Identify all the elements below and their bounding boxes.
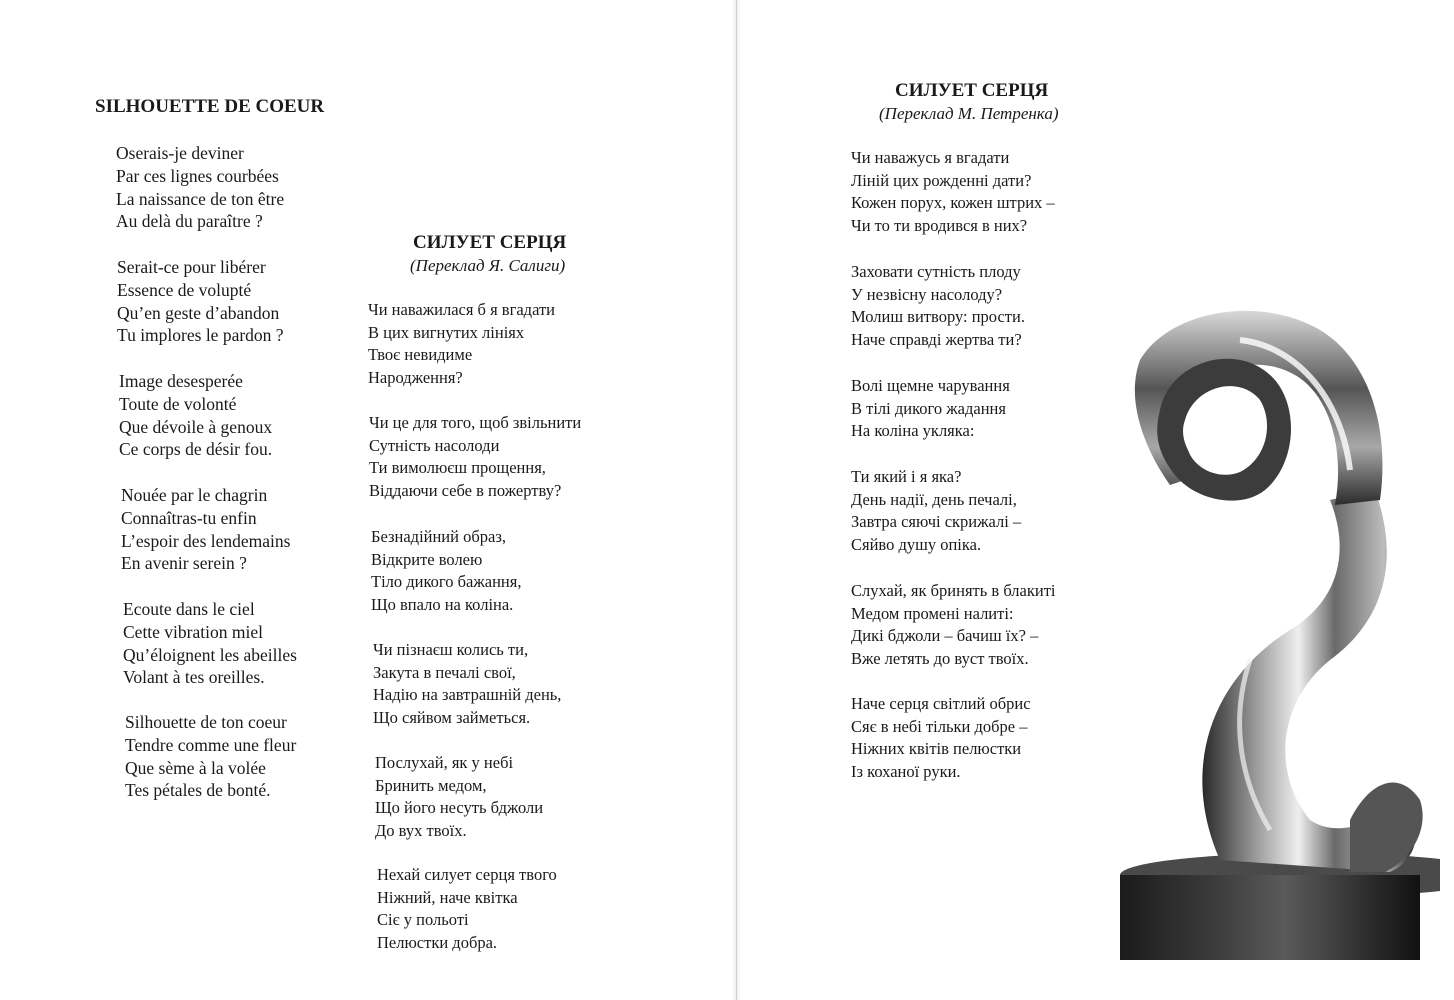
french-stanza-2 — [117, 256, 284, 347]
poem-line: Чи це для того, щоб звільнити — [369, 413, 582, 432]
poem-line: Tendre comme une fleur — [125, 734, 297, 755]
saliga-poem-title: СИЛУЕТ СЕРЦЯ — [413, 232, 567, 253]
poem-line: Наче справді жертва ти? — [851, 329, 1022, 349]
poem-line: Із коханої руки. — [851, 761, 961, 781]
poem-line: В цих вигнутих лініях — [368, 322, 525, 342]
poem-line: Qu’éloignent les abeilles — [123, 644, 297, 665]
poem-line: До вух твоїх. — [375, 820, 467, 840]
saliga-translator-credit: (Переклад Я. Салиги) — [410, 256, 566, 275]
petrenko-translator-credit: (Переклад М. Петренка) — [879, 104, 1059, 123]
poem-line: Connaîtras-tu enfin — [121, 507, 257, 528]
poem-line: Нехай силует серця твого — [377, 865, 557, 884]
poem-line: На коліна укляка: — [851, 421, 975, 441]
poem-line: Наче серця світлий обрис — [851, 694, 1031, 713]
poem-line: Ніжних квітів пелюстки — [851, 739, 1022, 759]
poem-line: Віддаючи себе в пожертву? — [369, 480, 562, 500]
poem-line: Що сяйвом займеться. — [373, 707, 531, 727]
saliga-stanza-5 — [375, 752, 543, 842]
poem-line: Медом промені налиті: — [851, 603, 1014, 623]
poem-line: Чи наважилася б я вгадати — [368, 300, 556, 319]
poem-line: Ecoute dans le ciel — [123, 599, 255, 619]
poem-line: Au delà du paraître ? — [116, 211, 263, 232]
poem-line: Serait-ce pour libérer — [117, 257, 266, 277]
petrenko-stanza-1 — [851, 147, 1055, 237]
poem-line: Par ces lignes courbées — [116, 165, 279, 186]
poem-line: Завтра сяючі скрижалі – — [851, 512, 1022, 532]
poem-line: Image desesperée — [119, 371, 243, 391]
poem-line: Cette vibration miel — [123, 621, 263, 642]
poem-line: Кожен порух, кожен штрих – — [851, 193, 1055, 213]
saliga-stanza-1 — [368, 299, 555, 389]
french-stanza-1 — [116, 142, 284, 233]
poem-line: Volant à tes oreilles. — [123, 667, 265, 688]
poem-line: Народження? — [368, 367, 463, 387]
poem-line: En avenir serein ? — [121, 553, 247, 574]
saliga-stanza-4 — [373, 639, 561, 729]
poem-line: La naissance de ton être — [116, 188, 285, 209]
petrenko-stanza-3 — [851, 375, 1010, 443]
poem-line: В тілі дикого жадання — [851, 398, 1006, 418]
poem-line: Сіє у польоті — [377, 910, 469, 930]
poem-line: Бринить медом, — [375, 775, 487, 795]
saliga-stanza-6 — [377, 864, 557, 954]
poem-line: Ніжний, наче квітка — [377, 887, 518, 907]
poem-line: Молиш витвору: прости. — [851, 307, 1025, 327]
petrenko-stanza-2 — [851, 261, 1025, 351]
poem-line: Nouée par le chagrin — [121, 485, 268, 505]
poem-line: Заховати сутність плоду — [851, 262, 1021, 281]
poem-line: L’espoir des lendemains — [121, 530, 291, 551]
poem-line: Qu’en geste d’abandon — [117, 302, 280, 323]
poem-line: Сяйво душу опіка. — [851, 534, 982, 554]
poem-line: Закута в печалі свої, — [373, 662, 516, 682]
poem-line: Tes pétales de bonté. — [125, 780, 271, 801]
poem-line: День надії, день печалі, — [851, 489, 1017, 509]
saliga-stanza-3 — [371, 526, 521, 616]
poem-line: Твоє невидиме — [368, 345, 473, 365]
petrenko-stanza-5 — [851, 580, 1056, 670]
poem-line: Дикі бджоли – бачиш їх? – — [851, 626, 1039, 646]
poem-line: Que dévoile à genoux — [119, 416, 273, 437]
poem-line: Ти вимолюєш прощення, — [369, 458, 546, 478]
petrenko-stanza-6 — [851, 693, 1031, 783]
poem-line: У незвісну насолоду? — [851, 284, 1003, 304]
saliga-stanza-2 — [369, 412, 581, 502]
abstract-sculpture-photo-icon — [1100, 300, 1440, 960]
poem-line: Чи пізнаєш колись ти, — [373, 640, 529, 659]
page-fold-line — [736, 0, 737, 1000]
poem-line: Волі щемне чарування — [851, 376, 1010, 395]
french-stanza-3 — [119, 370, 272, 461]
poem-line: Tu implores le pardon ? — [117, 325, 284, 346]
poem-line: Oserais-je deviner — [116, 143, 244, 163]
page-gutter — [732, 0, 742, 1000]
french-poem-title: SILHOUETTE DE COEUR — [95, 96, 325, 117]
poem-line: Надію на завтрашній день, — [373, 685, 562, 705]
poem-line: Пелюстки добра. — [377, 932, 498, 952]
poem-line: Чи наважусь я вгадати — [851, 148, 1010, 167]
french-stanza-6 — [125, 711, 296, 802]
poem-line: Toute de volonté — [119, 393, 237, 414]
french-stanza-4 — [121, 484, 290, 575]
poem-line: Слухай, як бринять в блакиті — [851, 581, 1056, 600]
poem-line: Відкрите волею — [371, 549, 483, 569]
poem-line: Essence de volupté — [117, 279, 252, 300]
poem-line: Ліній цих рожденні дати? — [851, 170, 1032, 190]
poem-line: Вже летять до вуст твоїх. — [851, 648, 1029, 668]
poem-line: Тіло дикого бажання, — [371, 572, 522, 592]
poem-line: Послухай, як у небі — [375, 753, 514, 772]
poem-line: Що його несуть бджоли — [375, 798, 544, 818]
poem-line: Ce corps de désir fou. — [119, 439, 273, 460]
poem-line: Silhouette de ton coeur — [125, 712, 287, 732]
poem-line: Безнадійний образ, — [371, 527, 506, 546]
poem-line: Сяє в небі тільки добре – — [851, 716, 1028, 736]
petrenko-stanza-4 — [851, 466, 1021, 556]
poem-line: Чи то ти вродився в них? — [851, 215, 1028, 235]
poem-line: Ти який і я яка? — [851, 467, 962, 486]
poem-line: Сутність насолоди — [369, 435, 500, 455]
french-stanza-5 — [123, 598, 297, 689]
poem-line: Що впало на коліна. — [371, 594, 514, 614]
poem-line: Que sème à la volée — [125, 757, 266, 778]
petrenko-poem-title: СИЛУЕТ СЕРЦЯ — [895, 80, 1049, 101]
